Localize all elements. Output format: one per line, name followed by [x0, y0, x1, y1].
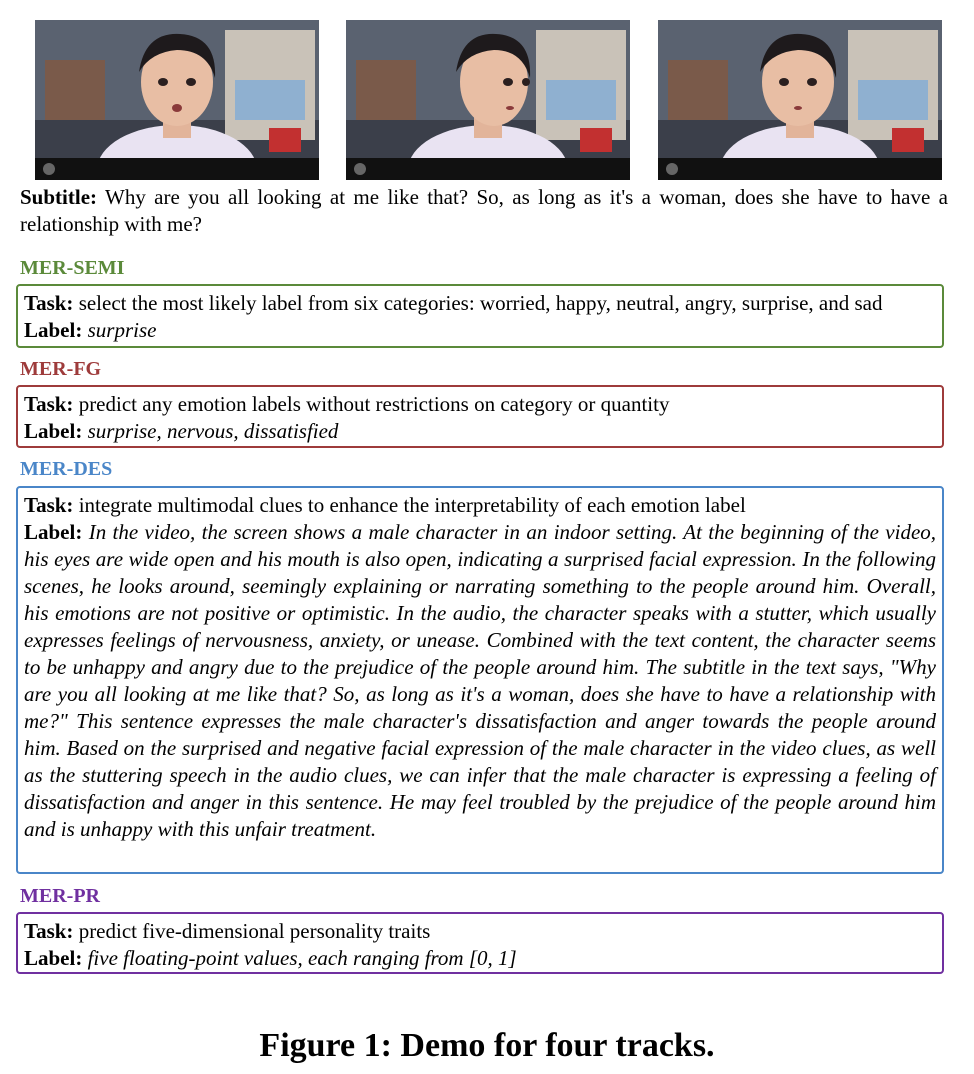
subtitle [20, 184, 948, 238]
frame-illustration [346, 20, 630, 180]
task-label: Task: [24, 493, 74, 517]
label-label: Label: [24, 946, 83, 970]
track-box-fg [16, 385, 944, 448]
track-box-semi [16, 284, 944, 348]
video-frames [35, 20, 942, 180]
track-box-pr [16, 912, 944, 974]
task-label: Task: [24, 291, 74, 315]
label-text: surprise, nervous, dissatisfied [87, 419, 339, 443]
task-text: predict five-dimensional personality traits [78, 919, 431, 943]
video-frame-3 [658, 20, 942, 180]
figure-caption: Figure 1: Demo for four tracks. [259, 1027, 715, 1064]
label-label: Label: [24, 419, 83, 443]
track-title-semi: MER-SEMI [20, 257, 125, 279]
video-frame-2 [346, 20, 630, 180]
label-text: five floating-point values, each ranging from [0, 1] [87, 946, 517, 970]
task-label: Task: [24, 919, 74, 943]
label-label: Label: [24, 318, 83, 342]
task-row [24, 918, 936, 945]
track-title-fg: MER-FG [20, 358, 102, 380]
track-title-des: MER-DES [20, 458, 113, 480]
label-text: surprise [87, 318, 157, 342]
label-row [24, 317, 936, 344]
track-box-des [16, 486, 944, 874]
task-text: predict any emotion labels without restrictions on category or quantity [78, 392, 670, 416]
label-text: In the video, the screen shows a male character in an indoor setting. At the beginning of the video, his eyes are wide open and his mouth is also open, indicating a surprised facial expression. In the following scenes, he looks around, seemingly explaining or narrating something to the people around him. Overall, his emotions are not positive or optimistic. In the audio, the character speaks with a stutter, which usually expresses feelings of nervousness, anxiety, or unease. Combined with the text content, the character seems to be unhappy and angry due to the prejudice of the people around him. The subtitle in the text says, "Why are you all looking at me like that? So, as long as it's a woman, does she have to have a relationship with me?" This sentence expresses the male character's dissatisfaction and anger towards the people around him. Based on the surprised and negative facial expression of the male character in the video clues, as well as the stuttering speech in the audio clues, we can infer that the male character is expressing a feeling of dissatisfaction and anger in this sentence. He may feel troubled by the prejudice of the people around him and is unhappy with this unfair treatment. [24, 520, 937, 841]
label-row [24, 519, 936, 843]
task-row [24, 290, 936, 317]
label-row [24, 945, 936, 972]
task-text: integrate multimodal clues to enhance the interpretability of each emotion label [78, 493, 746, 517]
task-label: Task: [24, 392, 74, 416]
label-label: Label: [24, 520, 83, 544]
frame-illustration [35, 20, 319, 180]
label-row [24, 418, 936, 445]
task-text: select the most likely label from six categories: worried, happy, neutral, angry, surprise, and sad [78, 291, 883, 315]
subtitle-label: Subtitle: [20, 185, 98, 209]
video-frame-1 [35, 20, 319, 180]
subtitle-text: Why are you all looking at me like that? So, as long as it's a woman, does she have to have a relationship with me? [20, 185, 948, 236]
task-row [24, 391, 936, 418]
track-title-pr: MER-PR [20, 885, 100, 907]
frame-illustration [658, 20, 942, 180]
task-row [24, 492, 936, 519]
